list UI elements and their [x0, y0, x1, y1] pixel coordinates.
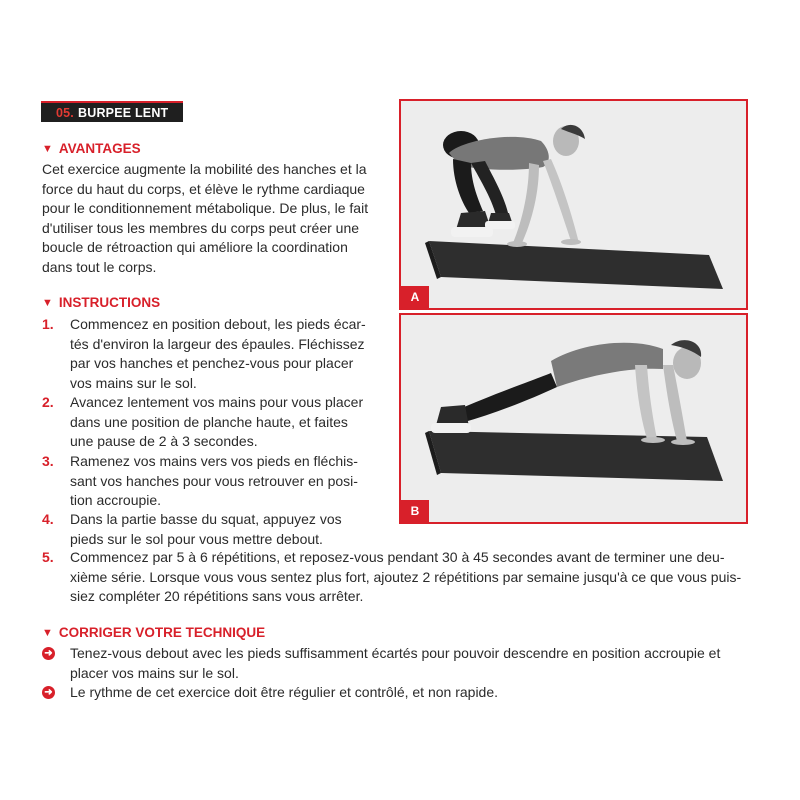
- step-line: sant vos hanches pour vous retrouver en posi-: [70, 472, 358, 489]
- bullet-line: Tenez-vous debout avec les pieds suffisamment écartés pour pouvoir descendre en position accroupie et: [70, 645, 721, 661]
- step-number: 4.: [42, 511, 54, 527]
- avantages-line: force du haut du corps, et élève le rythme cardiaque: [42, 180, 365, 197]
- arrow-right-circle-icon: ➜: [42, 647, 55, 660]
- step-line: siez compléter 20 répétitions sans vous arrêter.: [70, 588, 364, 604]
- step-number: 5.: [42, 549, 54, 565]
- exercise-title: [41, 101, 183, 122]
- step-line: Commencez en position debout, les pieds écar-: [70, 316, 366, 332]
- instructions-heading-label: INSTRUCTIONS: [58, 295, 161, 310]
- exercise-number: 05.: [56, 105, 74, 120]
- photo-b: [399, 313, 748, 524]
- technique-heading: [42, 625, 265, 640]
- arrow-right-circle-icon: ➜: [42, 686, 55, 699]
- avantages-line: boucle de rétroaction qui améliore la coordination: [42, 239, 348, 255]
- step-line: tés d'environ la largeur des épaules. Fléchissez: [70, 335, 365, 352]
- avantages-line: Cet exercice augmente la mobilité des hanches et la: [42, 161, 367, 177]
- step-line: xième série. Lorsque vous vous sentez plus fort, ajoutez 2 répétitions par semaine jusqu'à ce que vous puis-: [70, 568, 742, 585]
- step-line: Dans la partie basse du squat, appuyez vos: [70, 511, 342, 527]
- step-line: pieds sur le sol pour vous mettre debout.: [70, 530, 323, 547]
- photo-label: A: [401, 286, 429, 308]
- step-number: 1.: [42, 316, 54, 332]
- step-line: Avancez lentement vos mains pour vous placer: [70, 394, 364, 410]
- avantages-line: pour le conditionnement métabolique. De plus, le fait: [42, 200, 369, 216]
- step-line: Ramenez vos mains vers vos pieds en fléchis-: [70, 453, 358, 469]
- photo-a: [399, 99, 748, 310]
- step-line: par vos hanches et penchez-vous pour placer: [70, 355, 354, 371]
- avantages-text: [42, 160, 377, 277]
- avantages-heading: [42, 141, 141, 156]
- bullet-line: Le rythme de cet exercice doit être régulier et contrôlé, et non rapide.: [70, 684, 499, 700]
- triangle-down-icon: ▼: [42, 142, 53, 155]
- avantages-line: dans tout le corps.: [42, 258, 157, 275]
- avantages-line: d'utiliser tous les membres du corps peut créer une: [42, 219, 360, 236]
- technique-heading-label: CORRIGER VOTRE TECHNIQUE: [58, 625, 266, 640]
- bullet-line: placer vos mains sur le sol.: [70, 664, 239, 681]
- triangle-down-icon: ▼: [42, 296, 53, 309]
- plank-photo-icon: [401, 315, 746, 522]
- crouch-photo-icon: [401, 101, 746, 308]
- triangle-down-icon: ▼: [42, 626, 53, 639]
- step-line: dans une position de planche haute, et faites: [70, 413, 348, 430]
- step-line: Commencez par 5 à 6 répétitions, et reposez-vous pendant 30 à 45 secondes avant de terminer une deu-: [70, 549, 725, 565]
- step-line: vos mains sur le sol.: [70, 374, 197, 391]
- step-line: une pause de 2 à 3 secondes.: [70, 433, 258, 449]
- step-line: tion accroupie.: [70, 492, 162, 508]
- step-number: 3.: [42, 453, 54, 469]
- step-number: 2.: [42, 394, 54, 410]
- avantages-heading-label: AVANTAGES: [58, 141, 141, 156]
- instructions-heading: [42, 295, 160, 310]
- exercise-name: BURPEE LENT: [77, 105, 169, 120]
- photo-label: B: [401, 500, 429, 522]
